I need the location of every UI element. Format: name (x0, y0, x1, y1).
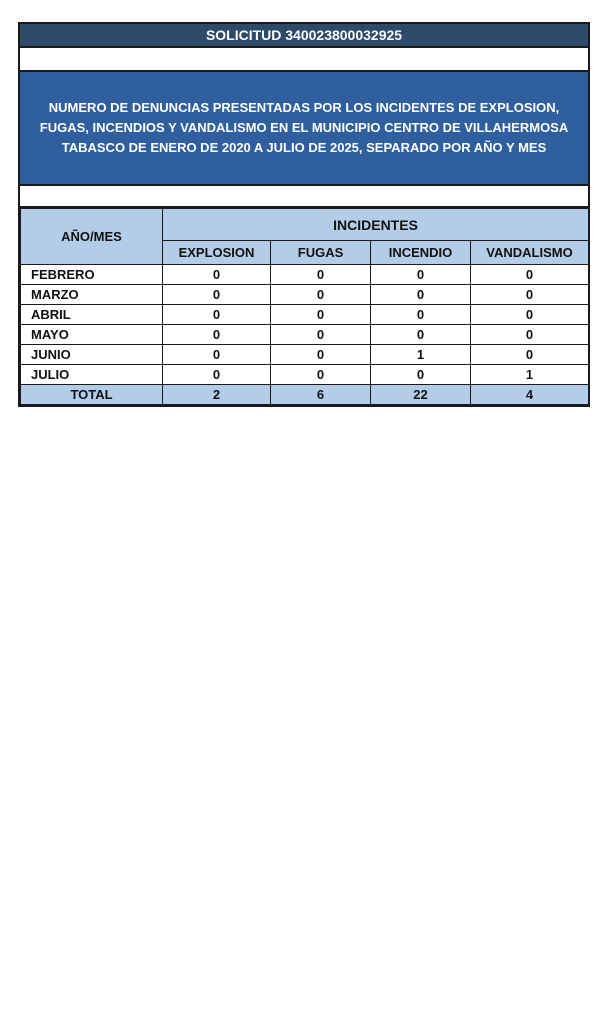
cell-explosion: 0 (163, 325, 271, 345)
report-description (20, 72, 588, 186)
cell-incendio: 0 (371, 325, 471, 345)
cell-explosion: 0 (163, 305, 271, 325)
table-row (21, 365, 589, 385)
incidents-group-header: INCIDENTES (163, 209, 589, 241)
cell-incendio: 0 (371, 285, 471, 305)
cell-incendio: 0 (371, 365, 471, 385)
total-row (21, 385, 589, 405)
cell-fugas: 0 (271, 325, 371, 345)
cell-explosion: 0 (163, 285, 271, 305)
column-header-explosion: EXPLOSION (163, 241, 271, 265)
cell-fugas: 0 (271, 345, 371, 365)
cell-incendio: 1 (371, 345, 471, 365)
cell-explosion: 0 (163, 345, 271, 365)
year-month-header: AÑO/MES (21, 209, 163, 265)
cell-vandalismo: 0 (471, 345, 589, 365)
row-label: JUNIO (21, 345, 163, 365)
total-incendio: 22 (371, 385, 471, 405)
cell-vandalismo: 0 (471, 305, 589, 325)
column-header-fugas: FUGAS (271, 241, 371, 265)
cell-vandalismo: 0 (471, 265, 589, 285)
cell-explosion: 0 (163, 365, 271, 385)
table-row (21, 345, 589, 365)
blank-row-bottom (20, 186, 588, 208)
column-header-incendio: INCENDIO (371, 241, 471, 265)
cell-incendio: 0 (371, 265, 471, 285)
cell-explosion: 0 (163, 265, 271, 285)
description-line-2: FUGAS, INCENDIOS Y VANDALISMO EN EL MUNICIPIO CENTRO DE VILLAHERMOSA (39, 120, 569, 135)
blank-row-top (20, 48, 588, 72)
request-title: SOLICITUD 340023800032925 (20, 24, 588, 48)
description-line-1: NUMERO DE DENUNCIAS PRESENTADAS POR LOS INCIDENTES DE EXPLOSION, (48, 100, 560, 115)
cell-vandalismo: 0 (471, 285, 589, 305)
table-row (21, 325, 589, 345)
cell-incendio: 0 (371, 305, 471, 325)
row-label: ABRIL (21, 305, 163, 325)
total-label: TOTAL (21, 385, 163, 405)
total-vandalismo: 4 (471, 385, 589, 405)
table-row (21, 265, 589, 285)
row-label: MAYO (21, 325, 163, 345)
total-fugas: 6 (271, 385, 371, 405)
table-row (21, 305, 589, 325)
cell-fugas: 0 (271, 365, 371, 385)
cell-fugas: 0 (271, 265, 371, 285)
cell-fugas: 0 (271, 305, 371, 325)
column-header-vandalismo: VANDALISMO (471, 241, 589, 265)
incidents-table (20, 208, 589, 405)
row-label: MARZO (21, 285, 163, 305)
total-explosion: 2 (163, 385, 271, 405)
cell-vandalismo: 0 (471, 325, 589, 345)
report-sheet (18, 22, 590, 407)
cell-vandalismo: 1 (471, 365, 589, 385)
table-row (21, 285, 589, 305)
row-label: JULIO (21, 365, 163, 385)
description-line-3: TABASCO DE ENERO DE 2020 A JULIO DE 2025, SEPARADO POR AÑO Y MES (61, 140, 547, 155)
cell-fugas: 0 (271, 285, 371, 305)
row-label: FEBRERO (21, 265, 163, 285)
